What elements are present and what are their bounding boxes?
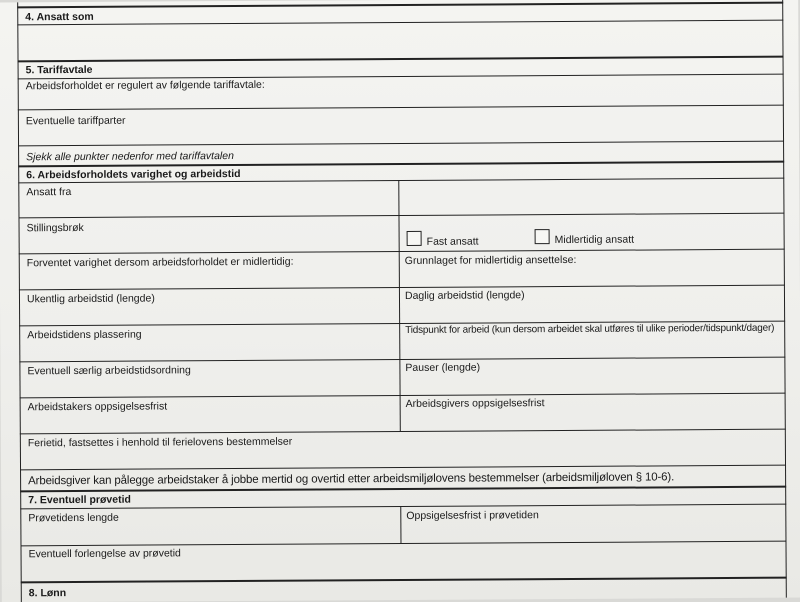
probation-extension-label: Eventuell forlengelse av prøvetid: [28, 547, 181, 561]
temporary-label: Midlertidig ansatt: [554, 233, 635, 247]
overtime-note: Arbeidsgiver kan pålegge arbeidstaker å jobbe mertid og overtid etter arbeidsmiljølovens bestemmelser (arbeidsmiljøloven § 10-6).: [28, 471, 675, 488]
section-5-title: 5. Tariffavtale: [25, 63, 93, 77]
employed-as-field[interactable]: [20, 23, 780, 59]
tariff-check-note: Sjekk alle punkter nedenfor med tariffavtalen: [26, 150, 234, 164]
probation-notice-label: Oppsigelsesfrist i prøvetiden: [406, 509, 539, 522]
section-8-title: 8. Lønn: [28, 587, 67, 600]
temporary-basis-label: Grunnlaget for midlertidig ansettelse:: [404, 253, 577, 267]
special-arrangement-label: Eventuell særlig arbeidstidsordning: [27, 364, 191, 378]
position-percent-label: Stillingsbrøk: [26, 221, 84, 235]
holiday-label: Ferietid, fastsettes i henhold til ferielovens bestemmelser: [27, 435, 293, 450]
expected-duration-label: Forventet varighet dersom arbeidsforholdet er midlertidig:: [26, 255, 294, 270]
hours-placement-label: Arbeidstidens plassering: [27, 328, 142, 342]
temporary-checkbox[interactable]: [535, 229, 550, 244]
permanent-checkbox[interactable]: [407, 231, 422, 246]
daily-hours-label: Daglig arbeidstid (lengde): [404, 289, 525, 302]
probation-length-label: Prøvetidens lengde: [28, 511, 119, 525]
tariff-agreement-label: Arbeidsforholdet er regulert av følgende tariffavtale:: [25, 78, 265, 93]
section-7-title: 7. Eventuell prøvetid: [28, 493, 131, 507]
weekly-hours-label: Ukentlig arbeidstid (lengde): [26, 292, 155, 306]
section-4-title: 4. Ansatt som: [25, 10, 94, 24]
tariff-parties-label: Eventuelle tariffparter: [25, 114, 126, 128]
employer-notice-label: Arbeidsgivers oppsigelsesfrist: [405, 397, 545, 410]
column-divider: [400, 506, 401, 543]
permanent-label: Fast ansatt: [426, 235, 479, 248]
section-6-title: 6. Arbeidsforholdets varighet og arbeidstid: [26, 167, 241, 182]
employee-notice-label: Arbeidstakers oppsigelsesfrist: [27, 400, 168, 414]
work-time-label: Tidspunkt for arbeid (kun dersom arbeidet skal utføres til ulike perioder/tidspunkt/dager): [405, 322, 775, 336]
employed-from-label: Ansatt fra: [26, 186, 72, 199]
breaks-label: Pauser (lengde): [405, 361, 481, 374]
